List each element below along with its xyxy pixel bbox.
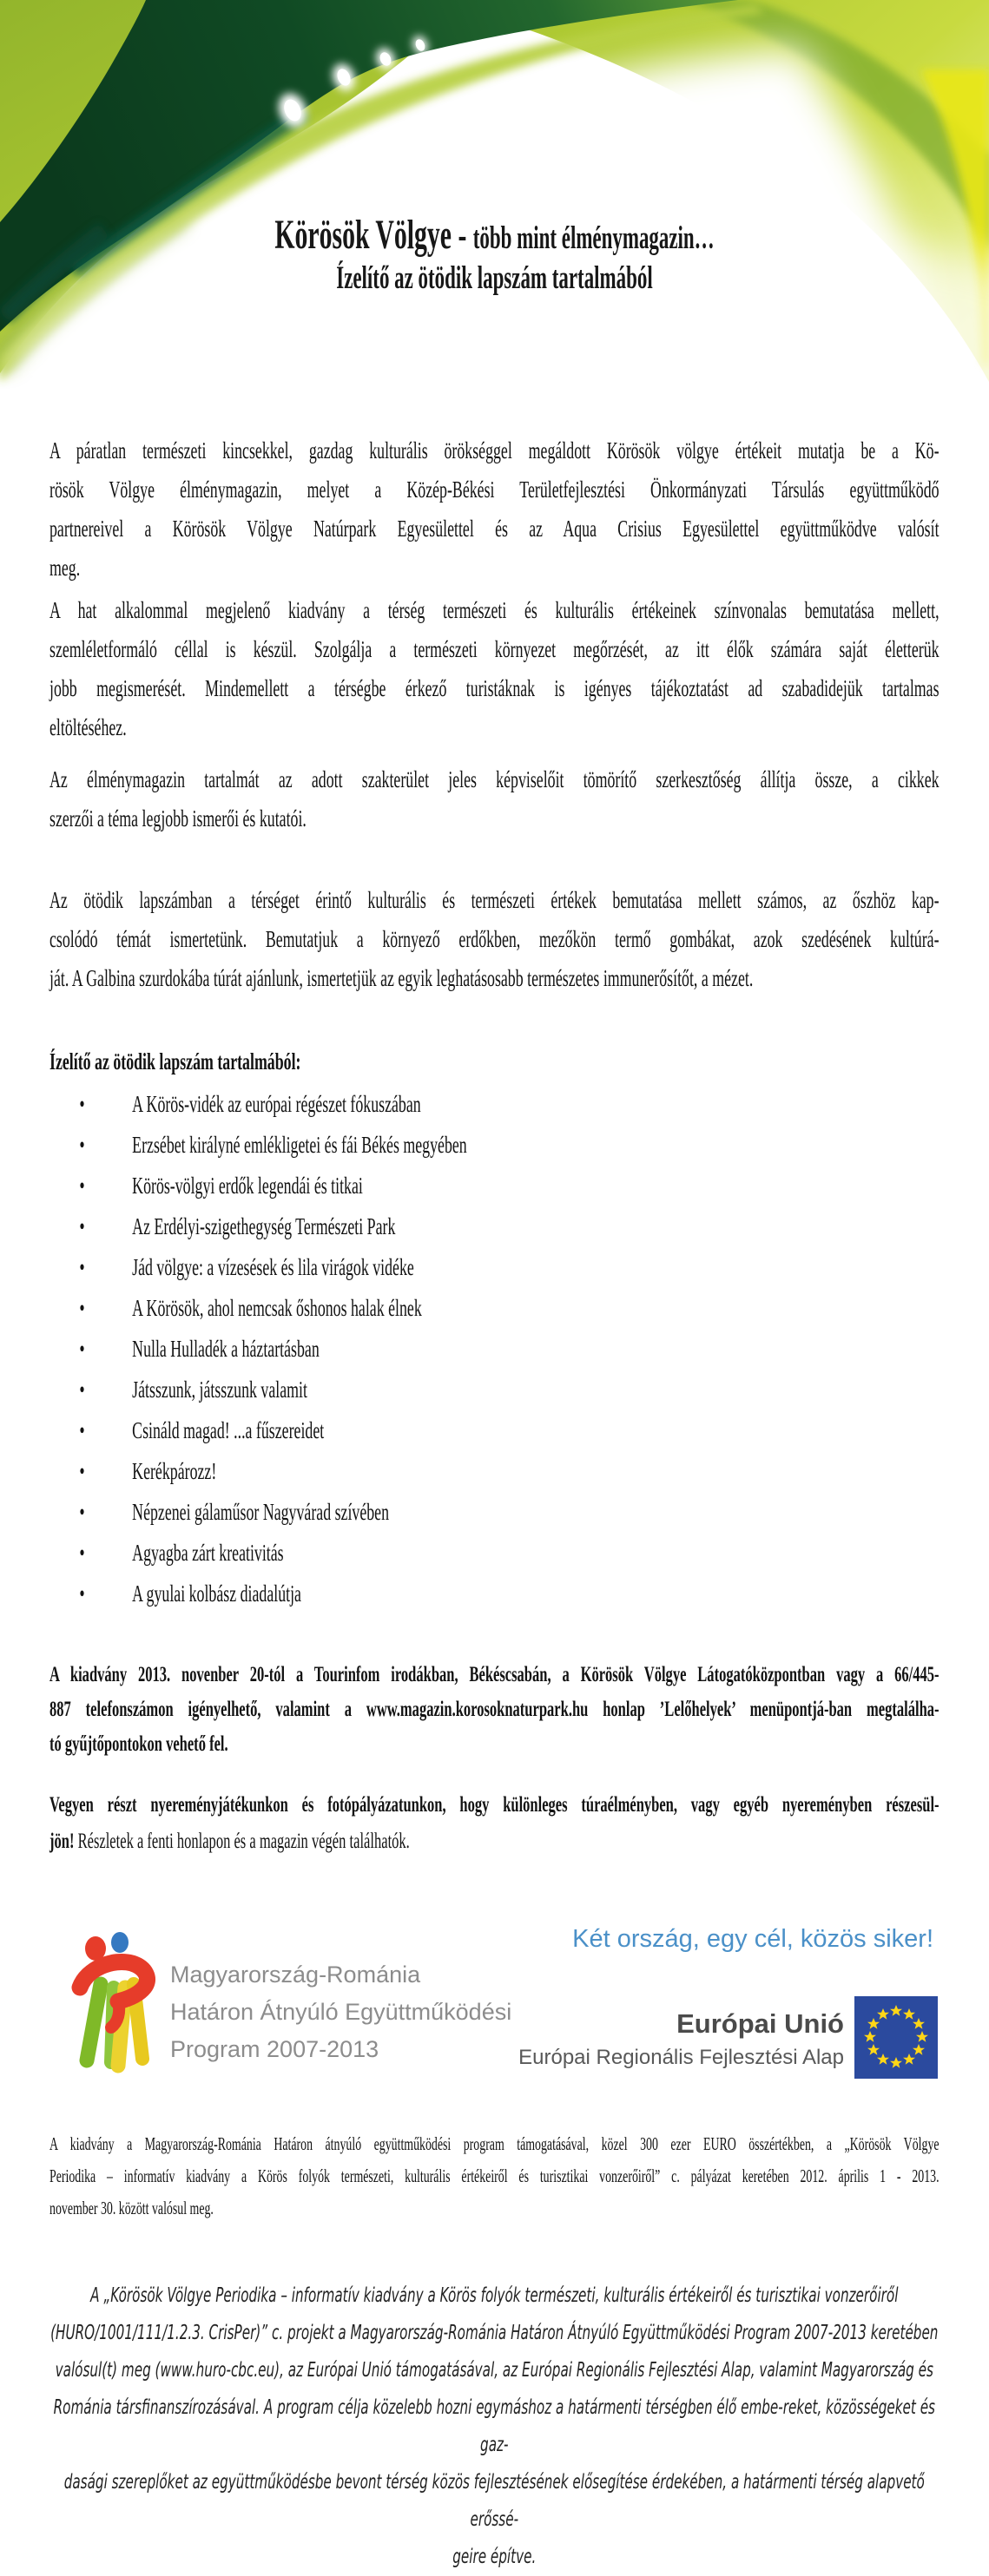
title-tail: több mint élménymagazin… [472,220,715,256]
intro-paragraph [49,431,940,588]
logo-text-line: Határon Átnyúló Együttműködési [170,1999,512,2025]
text-line: Vegyen részt nyereményjátékunkon és fotópályázatunkon, hogy különleges túraélményben, vagy egyéb nyereményben részesül- [49,1793,940,1817]
text-line: meg. [49,555,81,581]
text-line: A kiadvány 2013. novenber 20-tól a Tourinfom irodákban, Békéscsabán, a Körösök Völgye Látogatóközpontban vagy a 66/445- [49,1663,940,1686]
availability-paragraph [49,1658,940,1762]
logo-text-line: Program 2007-2013 [170,2036,379,2062]
text-line: 887 telefonszámon igényelhető, valamint a www.magazin.korosoknaturpark.hu honlap ’Lelőhelyek’ menüpontjá-ban megtalálha- [49,1698,940,1721]
eu-fund-label: Európai Regionális Fejlesztési Alap [518,2046,844,2069]
text-line: A „Körösök Völgye Periodika – informatív kiadvány a Körös folyók természeti, kulturális értékeiről és turisztikai vonzerőiről [90,2284,899,2307]
page-title [188,211,801,259]
text-line: Az ötödik lapszámban a térséget érintő kulturális és természeti értékek bemutatása mellett számos, az őszhöz kap- [49,887,940,913]
list-item: • Népzenei gálaműsor Nagyvárad szívében [49,1492,940,1533]
text-line: tó gyűjtőpontokon vehető fel. [49,1732,228,1756]
text-line: geire építve. [452,2546,537,2568]
text-line: szemléletformáló céllal is készül. Szolgálja a természeti környezet megőrzését, az itt élők számára saját életterük [49,636,940,662]
support-paragraph [49,2128,940,2224]
contest-paragraph [49,1788,940,1859]
text-line [49,1823,940,1859]
text-line: eltöltéséhez. [49,714,127,740]
page-subtitle: Ízelítő az ötödik lapszám tartalmából [336,260,653,296]
text-line: csolódó témát ismertetünk. Bemutatjuk a környező erdőkben, mezőkön termő gombákat, azok szedésének kultúrá- [49,926,940,952]
list-item: • A gyulai kolbász diadalútja [49,1574,940,1614]
editors-paragraph [49,760,940,838]
text-line: szerzői a téma legjobb ismerői és kutatói. [49,805,307,831]
text-line: rösök Völgye élménymagazin, melyet a Közép-Békési Területfejlesztési Önkormányzati Társulás együttműködő [49,476,940,503]
logo-text-line: Magyarország-Románia [170,1962,421,1988]
text-line: november 30. között valósul meg. [49,2198,214,2218]
text-run: Részletek a fenti honlapon és a magazin végén találhatók. [74,1830,410,1853]
list-item: • A Körösök, ahol nemcsak őshonos halak élnek [49,1288,940,1329]
list-item: • Kerékpározz! [49,1451,940,1492]
list-item: • Játsszunk, játsszunk valamit [49,1370,940,1410]
text-line: jobb megismerését. Mindemellett a térségbe érkező turistáknak is igényes tájékoztatást ad szabadidejük tartalmas [49,675,940,701]
eu-slogan: Két ország, egy cél, közös siker! [572,1925,933,1953]
text-line: dasági szereplőket az együttműködésbe bevont térség közös fejlesztésének elősegítése érdekében, a határmenti térség alapvető erőssé- [63,2471,925,2531]
header-leaf-graphic [0,0,989,382]
publication-paragraph [49,591,940,747]
contents-heading: Ízelítő az ötödik lapszám tartalmából: [49,1048,301,1074]
list-item: • Agyagba zárt kreativitás [49,1533,940,1574]
text-line: ját. A Galbina szurdokába túrát ajánlunk, ismertetjük az egyik leghatásosabb természetes immunerősítőt, a mézet. [49,965,754,991]
text-line: valósul(t) meg (www.huro-cbc.eu), az Európai Unió támogatásával, az Európai Regionális Fejlesztési Alap, valamint Magyarország és [55,2359,933,2382]
list-item: • Nulla Hulladék a háztartásban [49,1329,940,1370]
project-paragraph [49,2277,940,2576]
list-item: • Jád völgye: a vízesések és lila virágok vidéke [49,1247,940,1288]
text-line: A hat alkalommal megjelenő kiadvány a térség természeti és kulturális értékeinek színvonalas bemutatása mellett, [49,597,940,623]
text-line: Románia társfinanszírozásával. A program célja közelebb hozni egymáshoz a határmenti térségben élő embe-reket, közösségeket és gaz- [53,2396,935,2456]
eu-flag-icon [854,1996,938,2079]
text-line: partnereivel a Körösök Völgye Natúrpark Egyesülettel és az Aqua Crisius Egyesülettel együttműködve valósít [49,516,940,542]
text-line: Periodika – informatív kiadvány a Körös folyók természeti, kulturális értékeiről és turisztikai vonzerőiről” c. pályázat keretében 2012. április 1 - 2013. [49,2165,940,2186]
fifth-issue-paragraph [49,881,940,998]
text-run-bold: jön! [49,1830,75,1853]
list-item: • Körös-völgyi erdők legendái és titkai [49,1166,940,1206]
list-item: • Erzsébet királyné emlékligetei és fái Békés megyében [49,1125,940,1166]
title-main: Körösök Völgye - [274,212,473,258]
text-line: A kiadvány a Magyarország-Románia Határon átnyúló együttműködési program támogatásával, közel 300 ezer EURO összértékben, a „Körösök Völgye [49,2133,940,2154]
text-line: (HURO/1001/111/1.2.3. CrisPer)” c. projekt a Magyarország-Románia Határon Átnyúló Együttműködési Program 2007-2013 keretében [50,2322,939,2344]
huro-figures-icon [75,1930,155,2086]
contents-list [49,1084,940,1614]
list-item: • A Körös-vidék az európai régészet fókuszában [49,1084,940,1125]
list-item: • Csináld magad! ...a fűszereidet [49,1410,940,1451]
eu-name: Európai Unió [676,2008,844,2039]
text-line: A páratlan természeti kincsekkel, gazdag kulturális örökséggel megáldott Körösök völgye értékeit mutatja be a Kö- [49,437,940,463]
text-line: Az élménymagazin tartalmát az adott szakterület jeles képviselőit tömörítő szerkesztőség állítja össze, a cikkek [49,766,940,792]
list-item: • Az Erdélyi-szigethegység Természeti Park [49,1206,940,1247]
